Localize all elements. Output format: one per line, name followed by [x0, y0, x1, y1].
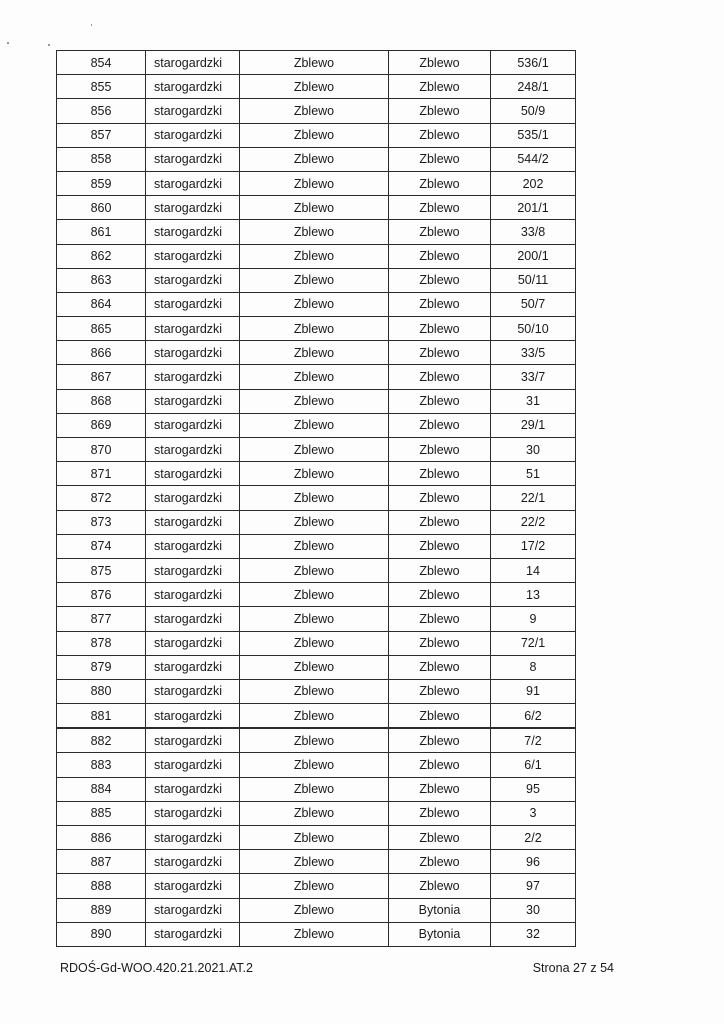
- commune-cell: Zblewo: [240, 874, 389, 898]
- county-cell: starogardzki: [146, 438, 240, 462]
- page-number: Strona 27 z 54: [532, 961, 614, 975]
- county-cell: starogardzki: [146, 268, 240, 292]
- row-number-cell: 880: [57, 679, 146, 703]
- row-number-cell: 863: [57, 268, 146, 292]
- precinct-cell: Zblewo: [389, 679, 491, 703]
- row-number-cell: 859: [57, 171, 146, 195]
- county-cell: starogardzki: [146, 704, 240, 729]
- precinct-cell: Zblewo: [389, 413, 491, 437]
- row-number-cell: 860: [57, 196, 146, 220]
- commune-cell: Zblewo: [240, 413, 389, 437]
- county-cell: starogardzki: [146, 583, 240, 607]
- row-number-cell: 878: [57, 631, 146, 655]
- county-cell: starogardzki: [146, 510, 240, 534]
- table-row: [57, 607, 576, 631]
- parcel-number-cell: 50/10: [491, 317, 576, 341]
- precinct-cell: Zblewo: [389, 486, 491, 510]
- table-row: [57, 850, 576, 874]
- precinct-cell: Zblewo: [389, 268, 491, 292]
- county-cell: starogardzki: [146, 462, 240, 486]
- table-row: [57, 583, 576, 607]
- parcel-number-cell: 201/1: [491, 196, 576, 220]
- table-row: [57, 438, 576, 462]
- precinct-cell: Zblewo: [389, 196, 491, 220]
- county-cell: starogardzki: [146, 341, 240, 365]
- precinct-cell: Zblewo: [389, 753, 491, 777]
- county-cell: starogardzki: [146, 486, 240, 510]
- precinct-cell: Zblewo: [389, 462, 491, 486]
- parcel-number-cell: 32: [491, 922, 576, 946]
- parcel-number-cell: 95: [491, 777, 576, 801]
- precinct-cell: Zblewo: [389, 123, 491, 147]
- row-number-cell: 882: [57, 728, 146, 753]
- parcel-number-cell: 33/7: [491, 365, 576, 389]
- precinct-cell: Zblewo: [389, 317, 491, 341]
- precinct-cell: Zblewo: [389, 801, 491, 825]
- table-row: [57, 171, 576, 195]
- scan-speck: [91, 24, 92, 26]
- county-cell: starogardzki: [146, 196, 240, 220]
- table-row: [57, 268, 576, 292]
- county-cell: starogardzki: [146, 679, 240, 703]
- precinct-cell: Zblewo: [389, 220, 491, 244]
- county-cell: starogardzki: [146, 123, 240, 147]
- parcel-number-cell: 50/9: [491, 99, 576, 123]
- commune-cell: Zblewo: [240, 365, 389, 389]
- table-row: [57, 196, 576, 220]
- commune-cell: Zblewo: [240, 826, 389, 850]
- table-row: [57, 898, 576, 922]
- commune-cell: Zblewo: [240, 196, 389, 220]
- county-cell: starogardzki: [146, 777, 240, 801]
- precinct-cell: Zblewo: [389, 510, 491, 534]
- county-cell: starogardzki: [146, 147, 240, 171]
- parcel-number-cell: 91: [491, 679, 576, 703]
- table-row: [57, 147, 576, 171]
- row-number-cell: 884: [57, 777, 146, 801]
- county-cell: starogardzki: [146, 801, 240, 825]
- commune-cell: Zblewo: [240, 583, 389, 607]
- precinct-cell: Zblewo: [389, 728, 491, 753]
- county-cell: starogardzki: [146, 413, 240, 437]
- county-cell: starogardzki: [146, 753, 240, 777]
- precinct-cell: Zblewo: [389, 365, 491, 389]
- commune-cell: Zblewo: [240, 898, 389, 922]
- parcel-number-cell: 30: [491, 438, 576, 462]
- county-cell: starogardzki: [146, 99, 240, 123]
- county-cell: starogardzki: [146, 898, 240, 922]
- parcel-number-cell: 22/2: [491, 510, 576, 534]
- county-cell: starogardzki: [146, 534, 240, 558]
- commune-cell: Zblewo: [240, 607, 389, 631]
- precinct-cell: Bytonia: [389, 898, 491, 922]
- parcel-number-cell: 7/2: [491, 728, 576, 753]
- row-number-cell: 867: [57, 365, 146, 389]
- document-reference: RDOŚ-Gd-WOO.420.21.2021.AT.2: [60, 961, 253, 975]
- row-number-cell: 872: [57, 486, 146, 510]
- row-number-cell: 866: [57, 341, 146, 365]
- commune-cell: Zblewo: [240, 486, 389, 510]
- table-row: [57, 728, 576, 753]
- parcel-number-cell: 202: [491, 171, 576, 195]
- precinct-cell: Zblewo: [389, 171, 491, 195]
- commune-cell: Zblewo: [240, 438, 389, 462]
- row-number-cell: 886: [57, 826, 146, 850]
- county-cell: starogardzki: [146, 292, 240, 316]
- county-cell: starogardzki: [146, 244, 240, 268]
- table-row: [57, 51, 576, 75]
- table-row: [57, 292, 576, 316]
- precinct-cell: Zblewo: [389, 874, 491, 898]
- table-row: [57, 317, 576, 341]
- county-cell: starogardzki: [146, 75, 240, 99]
- commune-cell: Zblewo: [240, 292, 389, 316]
- row-number-cell: 874: [57, 534, 146, 558]
- county-cell: starogardzki: [146, 317, 240, 341]
- commune-cell: Zblewo: [240, 123, 389, 147]
- table-row: [57, 826, 576, 850]
- precinct-cell: Zblewo: [389, 704, 491, 729]
- table-row: [57, 75, 576, 99]
- table-row: [57, 777, 576, 801]
- precinct-cell: Zblewo: [389, 583, 491, 607]
- parcel-number-cell: 22/1: [491, 486, 576, 510]
- parcel-table-body: [57, 51, 576, 947]
- parcel-number-cell: 33/5: [491, 341, 576, 365]
- commune-cell: Zblewo: [240, 147, 389, 171]
- county-cell: starogardzki: [146, 922, 240, 946]
- precinct-cell: Zblewo: [389, 292, 491, 316]
- row-number-cell: 876: [57, 583, 146, 607]
- parcel-number-cell: 97: [491, 874, 576, 898]
- commune-cell: Zblewo: [240, 317, 389, 341]
- precinct-cell: Zblewo: [389, 655, 491, 679]
- parcel-number-cell: 3: [491, 801, 576, 825]
- county-cell: starogardzki: [146, 51, 240, 75]
- table-row: [57, 704, 576, 729]
- table-row: [57, 365, 576, 389]
- parcel-number-cell: 2/2: [491, 826, 576, 850]
- parcel-number-cell: 14: [491, 558, 576, 582]
- precinct-cell: Zblewo: [389, 389, 491, 413]
- row-number-cell: 870: [57, 438, 146, 462]
- precinct-cell: Zblewo: [389, 99, 491, 123]
- commune-cell: Zblewo: [240, 728, 389, 753]
- parcel-number-cell: 248/1: [491, 75, 576, 99]
- row-number-cell: 864: [57, 292, 146, 316]
- county-cell: starogardzki: [146, 850, 240, 874]
- county-cell: starogardzki: [146, 874, 240, 898]
- row-number-cell: 889: [57, 898, 146, 922]
- county-cell: starogardzki: [146, 220, 240, 244]
- table-row: [57, 801, 576, 825]
- scan-speck: [48, 44, 50, 46]
- county-cell: starogardzki: [146, 365, 240, 389]
- commune-cell: Zblewo: [240, 631, 389, 655]
- parcel-number-cell: 13: [491, 583, 576, 607]
- row-number-cell: 890: [57, 922, 146, 946]
- parcel-number-cell: 51: [491, 462, 576, 486]
- table-row: [57, 244, 576, 268]
- table-row: [57, 631, 576, 655]
- precinct-cell: Zblewo: [389, 631, 491, 655]
- precinct-cell: Zblewo: [389, 147, 491, 171]
- county-cell: starogardzki: [146, 389, 240, 413]
- row-number-cell: 869: [57, 413, 146, 437]
- parcel-number-cell: 96: [491, 850, 576, 874]
- table-row: [57, 922, 576, 946]
- table-row: [57, 341, 576, 365]
- row-number-cell: 885: [57, 801, 146, 825]
- county-cell: starogardzki: [146, 631, 240, 655]
- row-number-cell: 877: [57, 607, 146, 631]
- row-number-cell: 875: [57, 558, 146, 582]
- precinct-cell: Zblewo: [389, 244, 491, 268]
- table-row: [57, 389, 576, 413]
- table-row: [57, 99, 576, 123]
- commune-cell: Zblewo: [240, 777, 389, 801]
- precinct-cell: Zblewo: [389, 51, 491, 75]
- row-number-cell: 868: [57, 389, 146, 413]
- parcel-number-cell: 6/2: [491, 704, 576, 729]
- county-cell: starogardzki: [146, 728, 240, 753]
- precinct-cell: Zblewo: [389, 826, 491, 850]
- precinct-cell: Bytonia: [389, 922, 491, 946]
- scan-speck: [7, 42, 9, 44]
- commune-cell: Zblewo: [240, 534, 389, 558]
- commune-cell: Zblewo: [240, 679, 389, 703]
- parcel-number-cell: 544/2: [491, 147, 576, 171]
- county-cell: starogardzki: [146, 826, 240, 850]
- county-cell: starogardzki: [146, 607, 240, 631]
- commune-cell: Zblewo: [240, 922, 389, 946]
- commune-cell: Zblewo: [240, 462, 389, 486]
- table-row: [57, 655, 576, 679]
- parcel-number-cell: 200/1: [491, 244, 576, 268]
- precinct-cell: Zblewo: [389, 75, 491, 99]
- precinct-cell: Zblewo: [389, 607, 491, 631]
- county-cell: starogardzki: [146, 558, 240, 582]
- row-number-cell: 881: [57, 704, 146, 729]
- parcel-number-cell: 50/11: [491, 268, 576, 292]
- precinct-cell: Zblewo: [389, 438, 491, 462]
- table-row: [57, 510, 576, 534]
- table-row: [57, 462, 576, 486]
- parcel-number-cell: 33/8: [491, 220, 576, 244]
- table-row: [57, 558, 576, 582]
- row-number-cell: 887: [57, 850, 146, 874]
- commune-cell: Zblewo: [240, 704, 389, 729]
- precinct-cell: Zblewo: [389, 341, 491, 365]
- row-number-cell: 858: [57, 147, 146, 171]
- table-row: [57, 486, 576, 510]
- commune-cell: Zblewo: [240, 850, 389, 874]
- commune-cell: Zblewo: [240, 341, 389, 365]
- row-number-cell: 862: [57, 244, 146, 268]
- commune-cell: Zblewo: [240, 801, 389, 825]
- commune-cell: Zblewo: [240, 753, 389, 777]
- parcel-number-cell: 30: [491, 898, 576, 922]
- parcel-number-cell: 50/7: [491, 292, 576, 316]
- precinct-cell: Zblewo: [389, 850, 491, 874]
- parcel-number-cell: 17/2: [491, 534, 576, 558]
- parcel-number-cell: 72/1: [491, 631, 576, 655]
- row-number-cell: 871: [57, 462, 146, 486]
- parcel-number-cell: 535/1: [491, 123, 576, 147]
- precinct-cell: Zblewo: [389, 777, 491, 801]
- parcel-table: [56, 50, 576, 947]
- parcel-number-cell: 29/1: [491, 413, 576, 437]
- table-row: [57, 413, 576, 437]
- row-number-cell: 888: [57, 874, 146, 898]
- parcel-number-cell: 536/1: [491, 51, 576, 75]
- row-number-cell: 883: [57, 753, 146, 777]
- table-row: [57, 753, 576, 777]
- row-number-cell: 865: [57, 317, 146, 341]
- parcel-number-cell: 9: [491, 607, 576, 631]
- table-row: [57, 220, 576, 244]
- commune-cell: Zblewo: [240, 220, 389, 244]
- row-number-cell: 856: [57, 99, 146, 123]
- row-number-cell: 854: [57, 51, 146, 75]
- commune-cell: Zblewo: [240, 268, 389, 292]
- table-row: [57, 679, 576, 703]
- commune-cell: Zblewo: [240, 244, 389, 268]
- commune-cell: Zblewo: [240, 510, 389, 534]
- row-number-cell: 855: [57, 75, 146, 99]
- commune-cell: Zblewo: [240, 558, 389, 582]
- county-cell: starogardzki: [146, 655, 240, 679]
- commune-cell: Zblewo: [240, 99, 389, 123]
- row-number-cell: 861: [57, 220, 146, 244]
- table-row: [57, 874, 576, 898]
- row-number-cell: 857: [57, 123, 146, 147]
- parcel-number-cell: 8: [491, 655, 576, 679]
- commune-cell: Zblewo: [240, 75, 389, 99]
- commune-cell: Zblewo: [240, 655, 389, 679]
- commune-cell: Zblewo: [240, 51, 389, 75]
- table-row: [57, 123, 576, 147]
- county-cell: starogardzki: [146, 171, 240, 195]
- commune-cell: Zblewo: [240, 389, 389, 413]
- commune-cell: Zblewo: [240, 171, 389, 195]
- row-number-cell: 873: [57, 510, 146, 534]
- row-number-cell: 879: [57, 655, 146, 679]
- precinct-cell: Zblewo: [389, 558, 491, 582]
- parcel-number-cell: 6/1: [491, 753, 576, 777]
- parcel-table-container: [56, 50, 562, 947]
- precinct-cell: Zblewo: [389, 534, 491, 558]
- table-row: [57, 534, 576, 558]
- parcel-number-cell: 31: [491, 389, 576, 413]
